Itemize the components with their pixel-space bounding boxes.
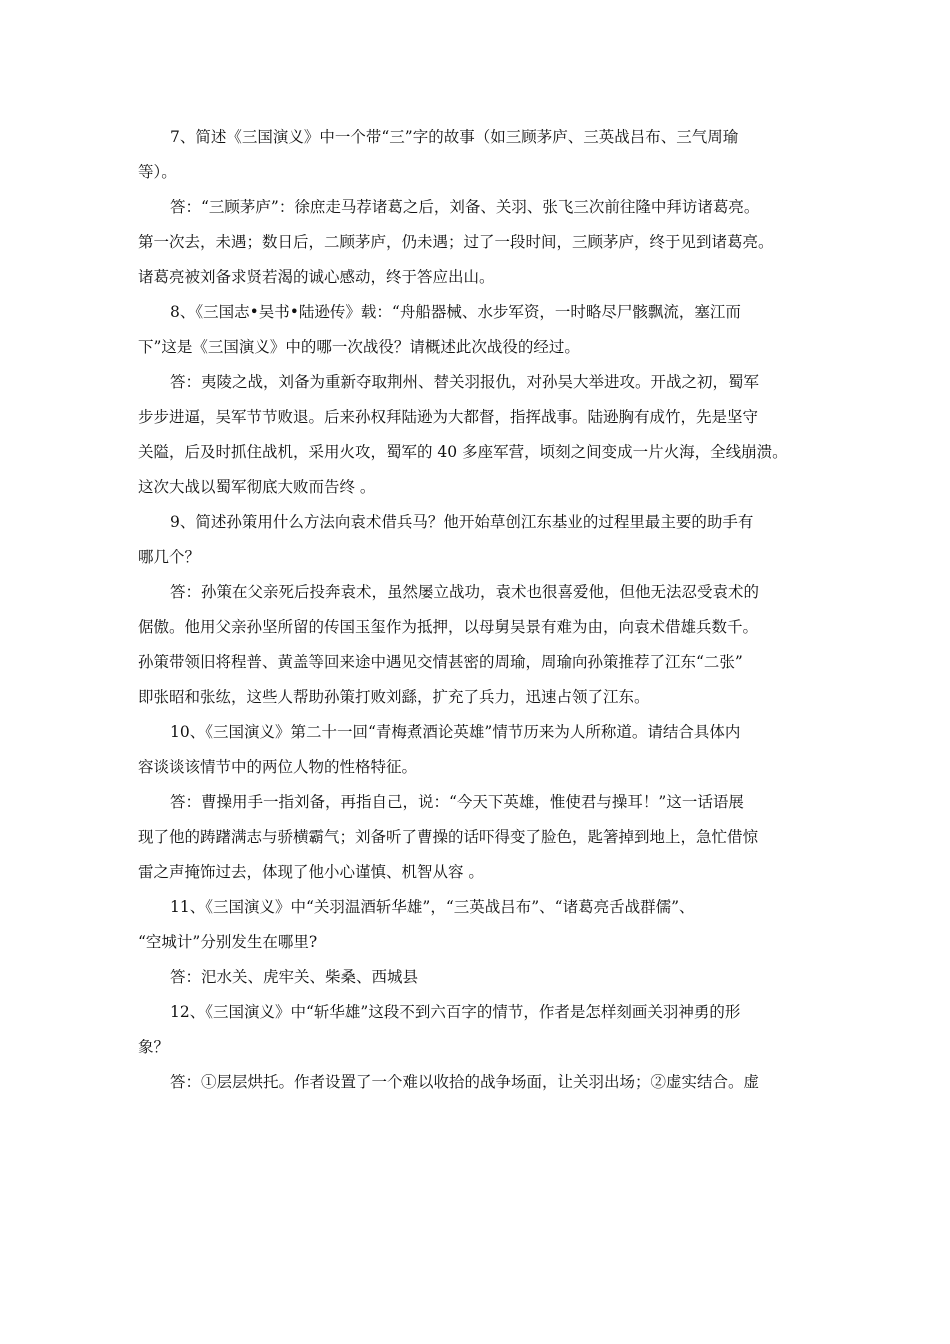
answer-11-line-1: 答：汜水关、虎牢关、柴桑、西城县	[170, 968, 419, 986]
answer-10-line-1: 答：曹操用手一指刘备，再指自己，说：“今天下英雄，惟使君与操耳！”这一话语展	[170, 793, 744, 811]
answer-12-line-1: 答：①层层烘托。作者设置了一个难以收拾的战争场面，让关羽出场；②虚实结合。虚	[170, 1073, 760, 1091]
question-7-line-2: 等）。	[138, 163, 177, 181]
question-8-line-2: 下”这是《三国演义》中的哪一次战役？请概述此次战役的经过。	[138, 338, 580, 356]
answer-7-line-1: 答：“三顾茅庐”：徐庶走马荐诸葛之后，刘备、关羽、张飞三次前往隆中拜访诸葛亮。	[170, 198, 760, 216]
answer-7-line-3: 诸葛亮被刘备求贤若渴的诚心感动，终于答应出山。	[138, 268, 495, 286]
answer-9-line-1: 答：孙策在父亲死后投奔袁术，虽然屡立战功，袁术也很喜爱他，但他无法忍受袁术的	[170, 583, 760, 601]
question-12-line-2: 象？	[138, 1038, 170, 1056]
answer-10-line-3: 雷之声掩饰过去，体现了他小心谨慎、机智从容 。	[138, 863, 484, 881]
answer-8-line-3: 关隘，后及时抓住战机，采用火攻，蜀军的 40 多座军营，顷刻之间变成一片火海，全线崩溃。	[138, 443, 788, 461]
question-11-line-2: “空城计”分别发生在哪里?	[138, 933, 318, 951]
question-11-line-1: 11、《三国演义》中“关羽温酒斩华雄”，“三英战吕布”、“诸葛亮舌战群儒”、	[170, 898, 695, 916]
question-7-line-1: 7、简述《三国演义》中一个带“三”字的故事（如三顾茅庐、三英战吕布、三气周瑜	[170, 128, 739, 146]
answer-7-line-2: 第一次去，未遇；数日后，二顾茅庐，仍未遇；过了一段时间，三顾茅庐，终于见到诸葛亮。	[138, 233, 774, 251]
question-10-line-1: 10、《三国演义》第二十一回“青梅煮酒论英雄”情节历来为人所称道。请结合具体内	[170, 723, 741, 741]
answer-8-line-2: 步步进逼，吴军节节败退。后来孙权拜陆逊为大都督，指挥战事。陆逊胸有成竹，先是坚守	[138, 408, 759, 426]
document-body	[138, 120, 820, 1100]
question-10-line-2: 容谈谈该情节中的两位人物的性格特征。	[138, 758, 418, 776]
answer-8-line-1: 答：夷陵之战，刘备为重新夺取荆州、替关羽报仇，对孙吴大举进攻。开战之初，蜀军	[170, 373, 760, 391]
question-8-line-1: 8、《三国志•吴书•陆逊传》载：“舟船器械、水步军资，一时略尽尸骸飘流，塞江而	[170, 303, 741, 321]
answer-9-line-3: 孙策带领旧将程普、黄盖等回来途中遇见交情甚密的周瑜，周瑜向孙策推荐了江东“二张”	[138, 653, 743, 671]
answer-9-line-4: 即张昭和张纮，这些人帮助孙策打败刘繇，扩充了兵力，迅速占领了江东。	[138, 688, 650, 706]
question-9-line-1: 9、简述孙策用什么方法向袁术借兵马？他开始草创江东基业的过程里最主要的助手有	[170, 513, 754, 531]
question-9-line-2: 哪几个？	[138, 548, 201, 566]
answer-8-line-4: 这次大战以蜀军彻底大败而告终 。	[138, 478, 376, 496]
answer-10-line-2: 现了他的踌躇满志与骄横霸气；刘备听了曹操的话吓得变了脸色，匙箸掉到地上，急忙借惊	[138, 828, 759, 846]
question-12-line-1: 12、《三国演义》中“斩华雄”这段不到六百字的情节，作者是怎样刻画关羽神勇的形	[170, 1003, 741, 1021]
answer-9-line-2: 倨傲。他用父亲孙坚所留的传国玉玺作为抵押，以母舅吴景有难为由，向袁术借雄兵数千。	[138, 618, 759, 636]
